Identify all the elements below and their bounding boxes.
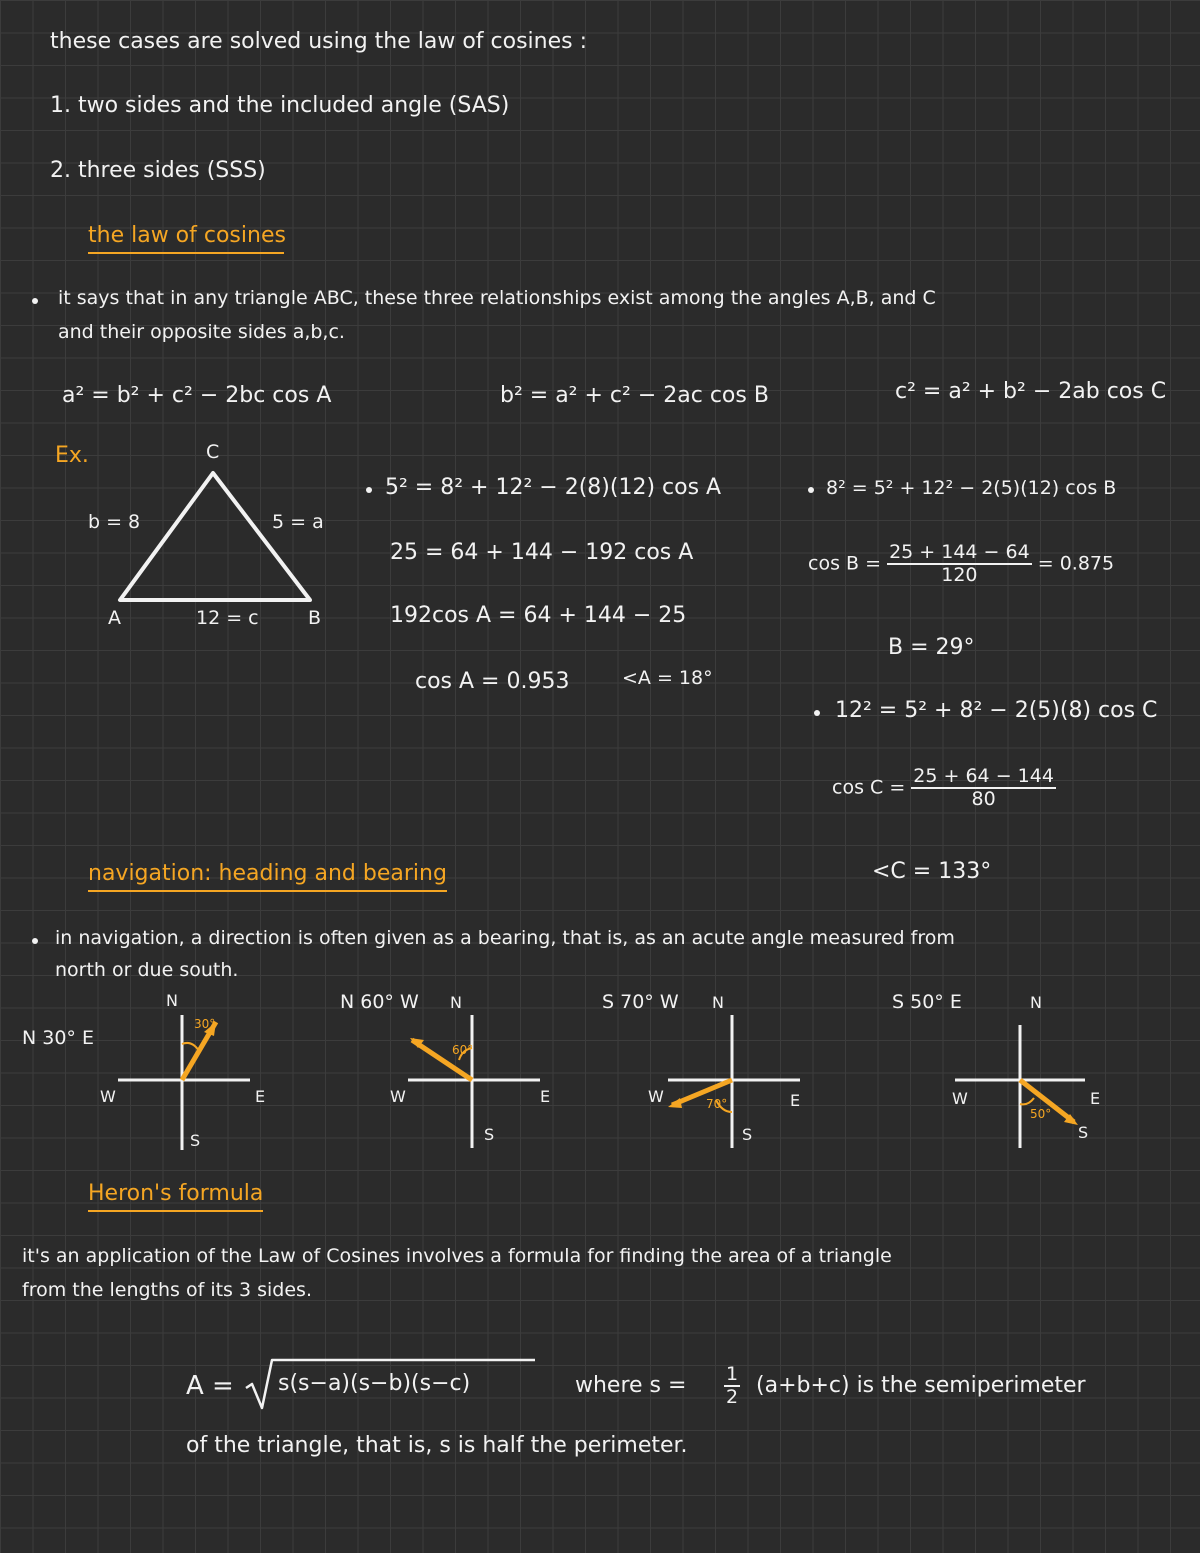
compass-e-label: E (1090, 1089, 1101, 1108)
angle-label: 70° (706, 1097, 728, 1111)
angle-label: 60° (452, 1043, 474, 1057)
list-item-sss: 2. three sides (SSS) (50, 158, 266, 183)
compass-w-label: W (390, 1087, 406, 1106)
law-of-cosines-heading: the law of cosines (88, 224, 284, 254)
bullet-dot (814, 710, 820, 716)
bearing-label: N 60° W (340, 991, 419, 1013)
formula-b: b² = a² + c² − 2ac cos B (500, 383, 769, 408)
one-half (724, 1364, 740, 1408)
solve-a-line3: 192cos A = 64 + 144 − 25 (390, 603, 687, 628)
compass-n-label: N (712, 993, 724, 1012)
cos-b-denominator: 120 (941, 563, 978, 586)
list-item-sas: 1. two sides and the included angle (SAS) (50, 93, 510, 118)
cos-c-numerator: 25 + 64 − 144 (913, 765, 1054, 787)
example-label: Ex. (55, 443, 89, 468)
side-c-label: 12 = c (196, 607, 259, 629)
angle-a-result: <A = 18° (622, 667, 713, 689)
side-a-label: 5 = a (272, 511, 324, 533)
radical-sign (0, 0, 1, 1)
solve-c-line1: 12² = 5² + 8² − 2(5)(8) cos C (835, 698, 1158, 723)
heron-radicand: s(s−a)(s−b)(s−c) (278, 1371, 471, 1396)
half-denominator: 2 (726, 1385, 739, 1408)
compass-w-label: W (648, 1087, 664, 1106)
intro-line: these cases are solved using the law of cosines : (50, 29, 588, 54)
cos-b-label: cos B = (808, 552, 882, 575)
compass-n-label: N (1030, 993, 1042, 1012)
cos-c-fraction (911, 766, 1056, 810)
heron-line2: from the lengths of its 3 sides. (22, 1279, 312, 1301)
heron-line1: it's an application of the Law of Cosines involves a formula for finding the area of a triangle (22, 1245, 892, 1267)
herons-formula-heading (88, 1182, 263, 1206)
angle-b-result: B = 29° (888, 635, 975, 660)
heron-semiperimeter: (a+b+c) is the semiperimeter (756, 1373, 1086, 1398)
solve-a-line1: 5² = 8² + 12² − 2(8)(12) cos A (385, 475, 722, 500)
compass-e-label: E (540, 1087, 551, 1106)
bearing-label: S 50° E (892, 991, 962, 1013)
bullet-dot (366, 487, 372, 493)
vertex-b-label: B (308, 607, 322, 629)
navigation-heading: navigation: heading and bearing (88, 862, 447, 892)
law-bullet-line2: and their opposite sides a,b,c. (58, 321, 345, 343)
cos-c-denominator: 80 (971, 787, 996, 810)
compass-e-label: E (790, 1091, 801, 1110)
half-fraction (724, 1364, 740, 1408)
cos-b-result: = 0.875 (1037, 552, 1115, 575)
vertex-c-label: C (206, 441, 220, 463)
solve-a-line2: 25 = 64 + 144 − 192 cos A (390, 540, 694, 565)
bearing-label: N 30° E (22, 1027, 94, 1049)
formula-c: c² = a² + b² − 2ab cos C (895, 379, 1167, 404)
compass-s-label: S (1078, 1123, 1089, 1142)
half-numerator: 1 (726, 1363, 739, 1385)
compass-w-label: W (100, 1087, 116, 1106)
angle-label: 50° (1030, 1107, 1052, 1121)
heron-where: where s = (575, 1373, 687, 1398)
solve-a-line4: cos A = 0.953 (415, 669, 570, 694)
cos-b-fraction (887, 542, 1032, 586)
formula-a: a² = b² + c² − 2bc cos A (62, 383, 332, 408)
angle-label: 30° (194, 1017, 216, 1031)
solve-b-line1: 8² = 5² + 12² − 2(5)(12) cos B (826, 477, 1117, 499)
navigation-bullet-line1: in navigation, a direction is often given as a bearing, that is, as an acute angle measured from (55, 927, 955, 949)
herons-formula-heading-text: Heron's formula (88, 1181, 263, 1212)
navigation-bullet-line2: north or due south. (55, 959, 239, 981)
side-b-label: b = 8 (88, 511, 141, 533)
law-bullet-line1: it says that in any triangle ABC, these three relationships exist among the angles A,B, and C (58, 287, 936, 309)
cos-b-numerator: 25 + 144 − 64 (889, 541, 1030, 563)
solve-c-fraction (832, 766, 1056, 810)
bullet-dot (32, 298, 38, 304)
compass-s-label: S (742, 1125, 753, 1144)
vertex-a-label: A (108, 607, 121, 629)
compass-s-label: S (190, 1131, 201, 1150)
compass-n-label: N (166, 991, 178, 1010)
compass-s-label: S (484, 1125, 495, 1144)
solve-b-fraction (808, 542, 1114, 586)
area-symbol: A = (186, 1371, 234, 1401)
angle-c-result: <C = 133° (872, 859, 992, 884)
bullet-dot (32, 938, 38, 944)
heron-line-last: of the triangle, that is, s is half the perimeter. (186, 1433, 688, 1458)
cos-c-label: cos C = (832, 776, 906, 799)
compass-w-label: W (952, 1089, 968, 1108)
bullet-dot (808, 487, 814, 493)
compass-n-label: N (450, 993, 462, 1012)
compass-e-label: E (255, 1087, 266, 1106)
bearing-label: S 70° W (602, 991, 679, 1013)
